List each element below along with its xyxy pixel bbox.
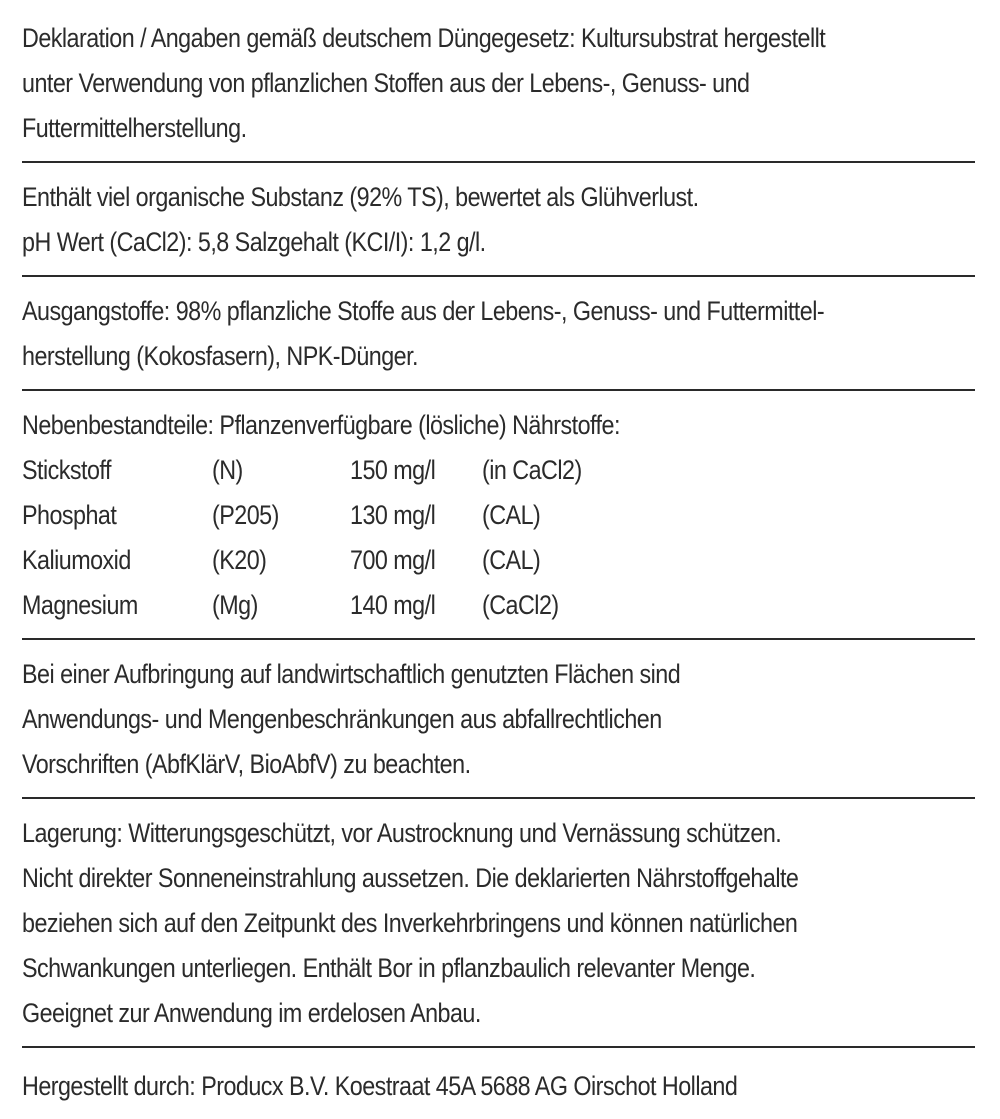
source-materials-line: herstellung (Kokosfasern), NPK-Dünger. bbox=[22, 341, 419, 371]
nutrient-table bbox=[22, 448, 975, 628]
application-line: Bei einer Aufbringung auf landwirtschaftlich genutzten Flächen sind bbox=[22, 659, 681, 689]
nutrient-value: 150 mg/l bbox=[350, 455, 436, 485]
nutrients-heading: Nebenbestandteile: Pflanzenverfügbare (lösliche) Nährstoffe: bbox=[22, 410, 620, 440]
manufacturer-section bbox=[22, 1048, 975, 1119]
storage-line: Nicht direkter Sonneneinstrahlung aussetzen. Die deklarierten Nährstoffgehalte bbox=[22, 863, 799, 893]
application-section bbox=[22, 640, 975, 799]
nutrient-symbol: (P205) bbox=[212, 500, 279, 530]
nutrient-method: (CAL) bbox=[482, 545, 541, 575]
nutrients-section bbox=[22, 391, 975, 640]
nutrient-value: 130 mg/l bbox=[350, 500, 436, 530]
nutrient-method: (CAL) bbox=[482, 500, 541, 530]
nutrient-row bbox=[22, 493, 975, 538]
nutrient-value: 140 mg/l bbox=[350, 590, 436, 620]
substance-line: pH Wert (CaCl2): 5,8 Salzgehalt (KCI/I): 1,2 g/l. bbox=[22, 227, 486, 257]
nutrient-method: (CaCl2) bbox=[482, 590, 559, 620]
source-materials-section bbox=[22, 277, 975, 391]
declaration-line: unter Verwendung von pflanzlichen Stoffen aus der Lebens-, Genuss- und bbox=[22, 68, 750, 98]
nutrient-row bbox=[22, 448, 975, 493]
storage-line: Lagerung: Witterungsgeschützt, vor Austrocknung und Vernässung schützen. bbox=[22, 818, 782, 848]
declaration-line: Futtermittelherstellung. bbox=[22, 113, 247, 143]
nutrient-symbol: (N) bbox=[212, 455, 243, 485]
storage-line: Schwankungen unterliegen. Enthält Bor in pflanzbaulich relevanter Menge. bbox=[22, 953, 756, 983]
nutrient-name: Stickstoff bbox=[22, 455, 111, 485]
storage-section bbox=[22, 799, 975, 1048]
manufacturer-line: Hergestellt durch: Producx B.V. Koestraat 45A 5688 AG Oirschot Holland bbox=[22, 1071, 738, 1101]
storage-line: beziehen sich auf den Zeitpunkt des Inverkehrbringens und können natürlichen bbox=[22, 908, 798, 938]
nutrient-symbol: (K20) bbox=[212, 545, 267, 575]
application-line: Anwendungs- und Mengenbeschränkungen aus abfallrechtlichen bbox=[22, 704, 662, 734]
declaration-line: Deklaration / Angaben gemäß deutschem Düngegesetz: Kultursubstrat hergestellt bbox=[22, 23, 826, 53]
storage-line: Geeignet zur Anwendung im erdelosen Anbau. bbox=[22, 998, 481, 1028]
nutrient-method: (in CaCl2) bbox=[482, 455, 582, 485]
nutrient-name: Phosphat bbox=[22, 500, 117, 530]
nutrient-row bbox=[22, 583, 975, 628]
nutrient-value: 700 mg/l bbox=[350, 545, 436, 575]
nutrient-name: Magnesium bbox=[22, 590, 138, 620]
label-content bbox=[22, 10, 975, 1119]
nutrient-symbol: (Mg) bbox=[212, 590, 258, 620]
application-line: Vorschriften (AbfKlärV, BioAbfV) zu beachten. bbox=[22, 749, 471, 779]
substance-line: Enthält viel organische Substanz (92% TS), bewertet als Glühverlust. bbox=[22, 182, 699, 212]
declaration-section bbox=[22, 10, 975, 163]
source-materials-line: Ausgangstoffe: 98% pflanzliche Stoffe aus der Lebens-, Genuss- und Futtermittel- bbox=[22, 296, 825, 326]
nutrient-row bbox=[22, 538, 975, 583]
nutrient-name: Kaliumoxid bbox=[22, 545, 131, 575]
substance-section bbox=[22, 163, 975, 277]
